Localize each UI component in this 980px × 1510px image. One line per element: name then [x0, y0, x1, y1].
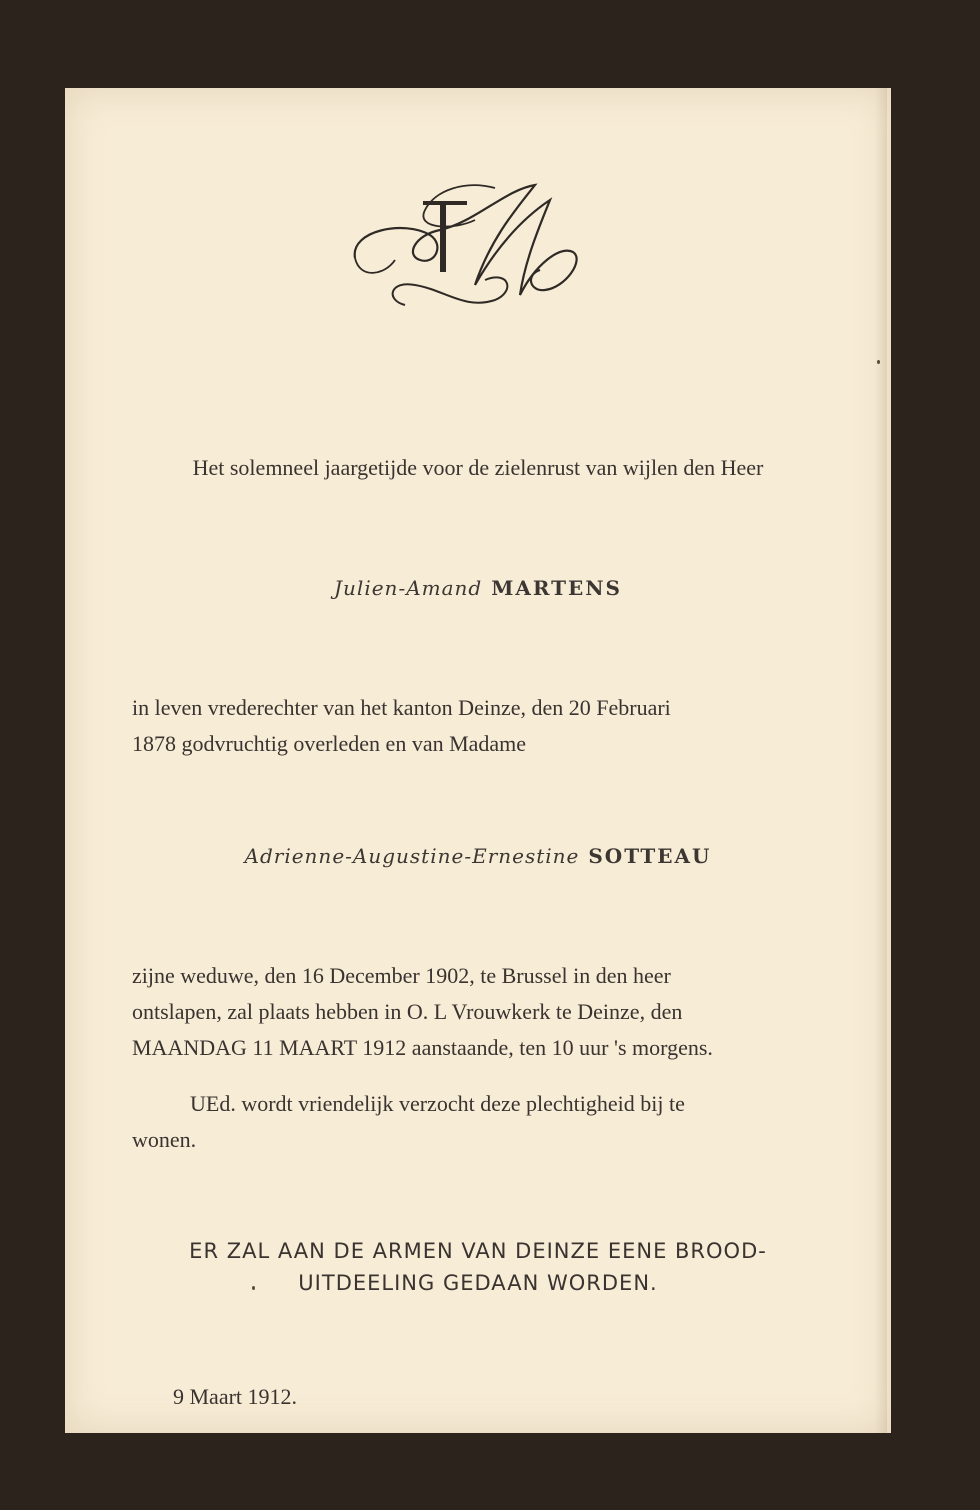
paragraph-1-line-1: in leven vrederechter van het kanton Deinze, den 20 Februari	[132, 695, 671, 720]
memorial-card	[65, 88, 891, 1433]
document-date: 9 Maart 1912.	[173, 1384, 298, 1409]
paragraph-3-line-2: wonen.	[132, 1127, 197, 1152]
deceased-given-names: Julien-Amand	[334, 576, 483, 600]
paragraph-2-line-3: MAANDAG 11 MAART 1912 aanstaande, ten 10 uur 's morgens.	[132, 1035, 713, 1060]
paragraph-2-line-1: zijne weduwe, den 16 December 1902, te Brussel in den heer	[132, 963, 671, 988]
deceased-name	[65, 576, 891, 600]
paragraph-3-line-1: UEd. wordt vriendelijk verzocht deze plechtigheid bij te	[190, 1091, 685, 1116]
widow-name	[65, 844, 891, 868]
announcement-line-2: UITDEELING GEDAAN WORDEN.	[298, 1271, 658, 1295]
paper-fold	[875, 88, 887, 1433]
announcement-line-1: ER ZAL AAN DE ARMEN VAN DEINZE EENE BROOD-	[189, 1239, 767, 1263]
widow-surname: SOTTEAU	[588, 844, 712, 868]
paper-speck	[252, 1286, 255, 1290]
deceased-surname: MARTENS	[491, 576, 622, 600]
paper-speck	[877, 360, 880, 364]
widow-given-names: Adrienne-Augustine-Ernestine	[244, 844, 580, 868]
intro-line: Het solemneel jaargetijde voor de zielenrust van wijlen den Heer	[192, 455, 764, 480]
paragraph-1-line-2: 1878 godvruchtig overleden en van Madame	[132, 731, 527, 756]
cross-m-monogram-icon	[345, 180, 595, 330]
paragraph-2-line-2: ontslapen, zal plaats hebben in O. L Vrouwkerk te Deinze, den	[132, 999, 683, 1024]
